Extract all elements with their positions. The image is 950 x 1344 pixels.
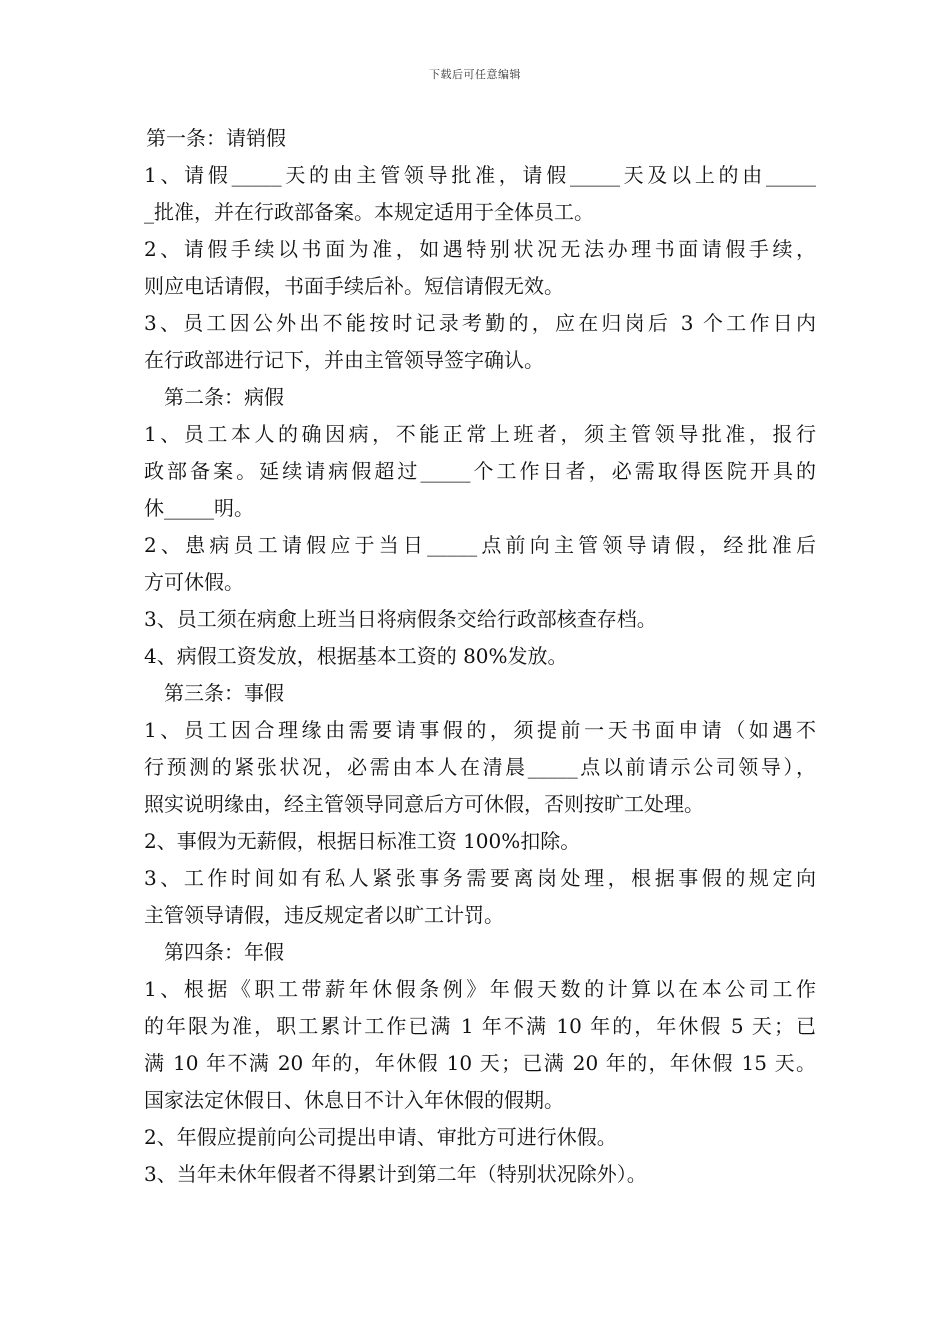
text-line: 方可休假。	[144, 570, 244, 594]
text-line: _批准，并在行政部备案。本规定适用于全体员工。	[144, 200, 594, 224]
text-line: 休_____明。	[144, 496, 254, 520]
text-line: 1、员工因合理缘由需要请事假的，须提前一天书面申请（如遇不	[144, 718, 816, 742]
text-line: 1、员工本人的确因病，不能正常上班者，须主管领导批准，报行	[144, 422, 816, 446]
text-line: 第四条：年假	[164, 940, 284, 964]
text-line: 3、工作时间如有私人紧张事务需要离岗处理，根据事假的规定向	[144, 866, 816, 890]
text-line: 2、患病员工请假应于当日_____点前向主管领导请假，经批准后	[144, 533, 816, 557]
text-line: 则应电话请假，书面手续后补。短信请假无效。	[144, 274, 564, 298]
text-line: 2、年假应提前向公司提出申请、审批方可进行休假。	[144, 1125, 617, 1149]
text-line: 满 10 年不满 20 年的，年休假 10 天；已满 20 年的，年休假 15 天。	[144, 1051, 816, 1075]
text-line: 的年限为准，职工累计工作已满 1 年不满 10 年的，年休假 5 天；已	[144, 1014, 816, 1038]
text-line: 第二条：病假	[164, 385, 284, 409]
text-line: 1、根据《职工带薪年休假条例》年假天数的计算以在本公司工作	[144, 977, 816, 1001]
text-line: 主管领导请假，违反规定者以旷工计罚。	[144, 903, 504, 927]
text-line: 4、病假工资发放，根据基本工资的 80%发放。	[144, 644, 568, 668]
text-line: 第一条：请销假	[146, 126, 286, 150]
text-line: 3、员工因公外出不能按时记录考勤的，应在归岗后 3 个工作日内	[144, 311, 816, 335]
text-line: 国家法定休假日、休息日不计入年休假的假期。	[144, 1088, 564, 1112]
text-line: 2、事假为无薪假，根据日标准工资 100%扣除。	[144, 829, 581, 853]
text-line: 行预测的紧张状况，必需由本人在清晨_____点以前请示公司领导），	[144, 755, 816, 779]
document-body	[144, 120, 816, 1193]
text-line: 1、请假_____天的由主管领导批准，请假_____天及以上的由_____	[144, 163, 816, 187]
text-line: 第三条：事假	[164, 681, 284, 705]
text-line: 在行政部进行记下，并由主管领导签字确认。	[144, 348, 544, 372]
text-line: 政部备案。延续请病假超过_____个工作日者，必需取得医院开具的	[144, 459, 816, 483]
text-line: 3、员工须在病愈上班当日将病假条交给行政部核查存档。	[144, 607, 657, 631]
text-line: 3、当年未休年假者不得累计到第二年（特别状况除外）。	[144, 1162, 647, 1186]
text-line: 2、请假手续以书面为准，如遇特别状况无法办理书面请假手续，	[144, 237, 816, 261]
text-line: 照实说明缘由，经主管领导同意后方可休假，否则按旷工处理。	[144, 792, 704, 816]
page-header: 下载后可任意编辑	[429, 68, 521, 81]
